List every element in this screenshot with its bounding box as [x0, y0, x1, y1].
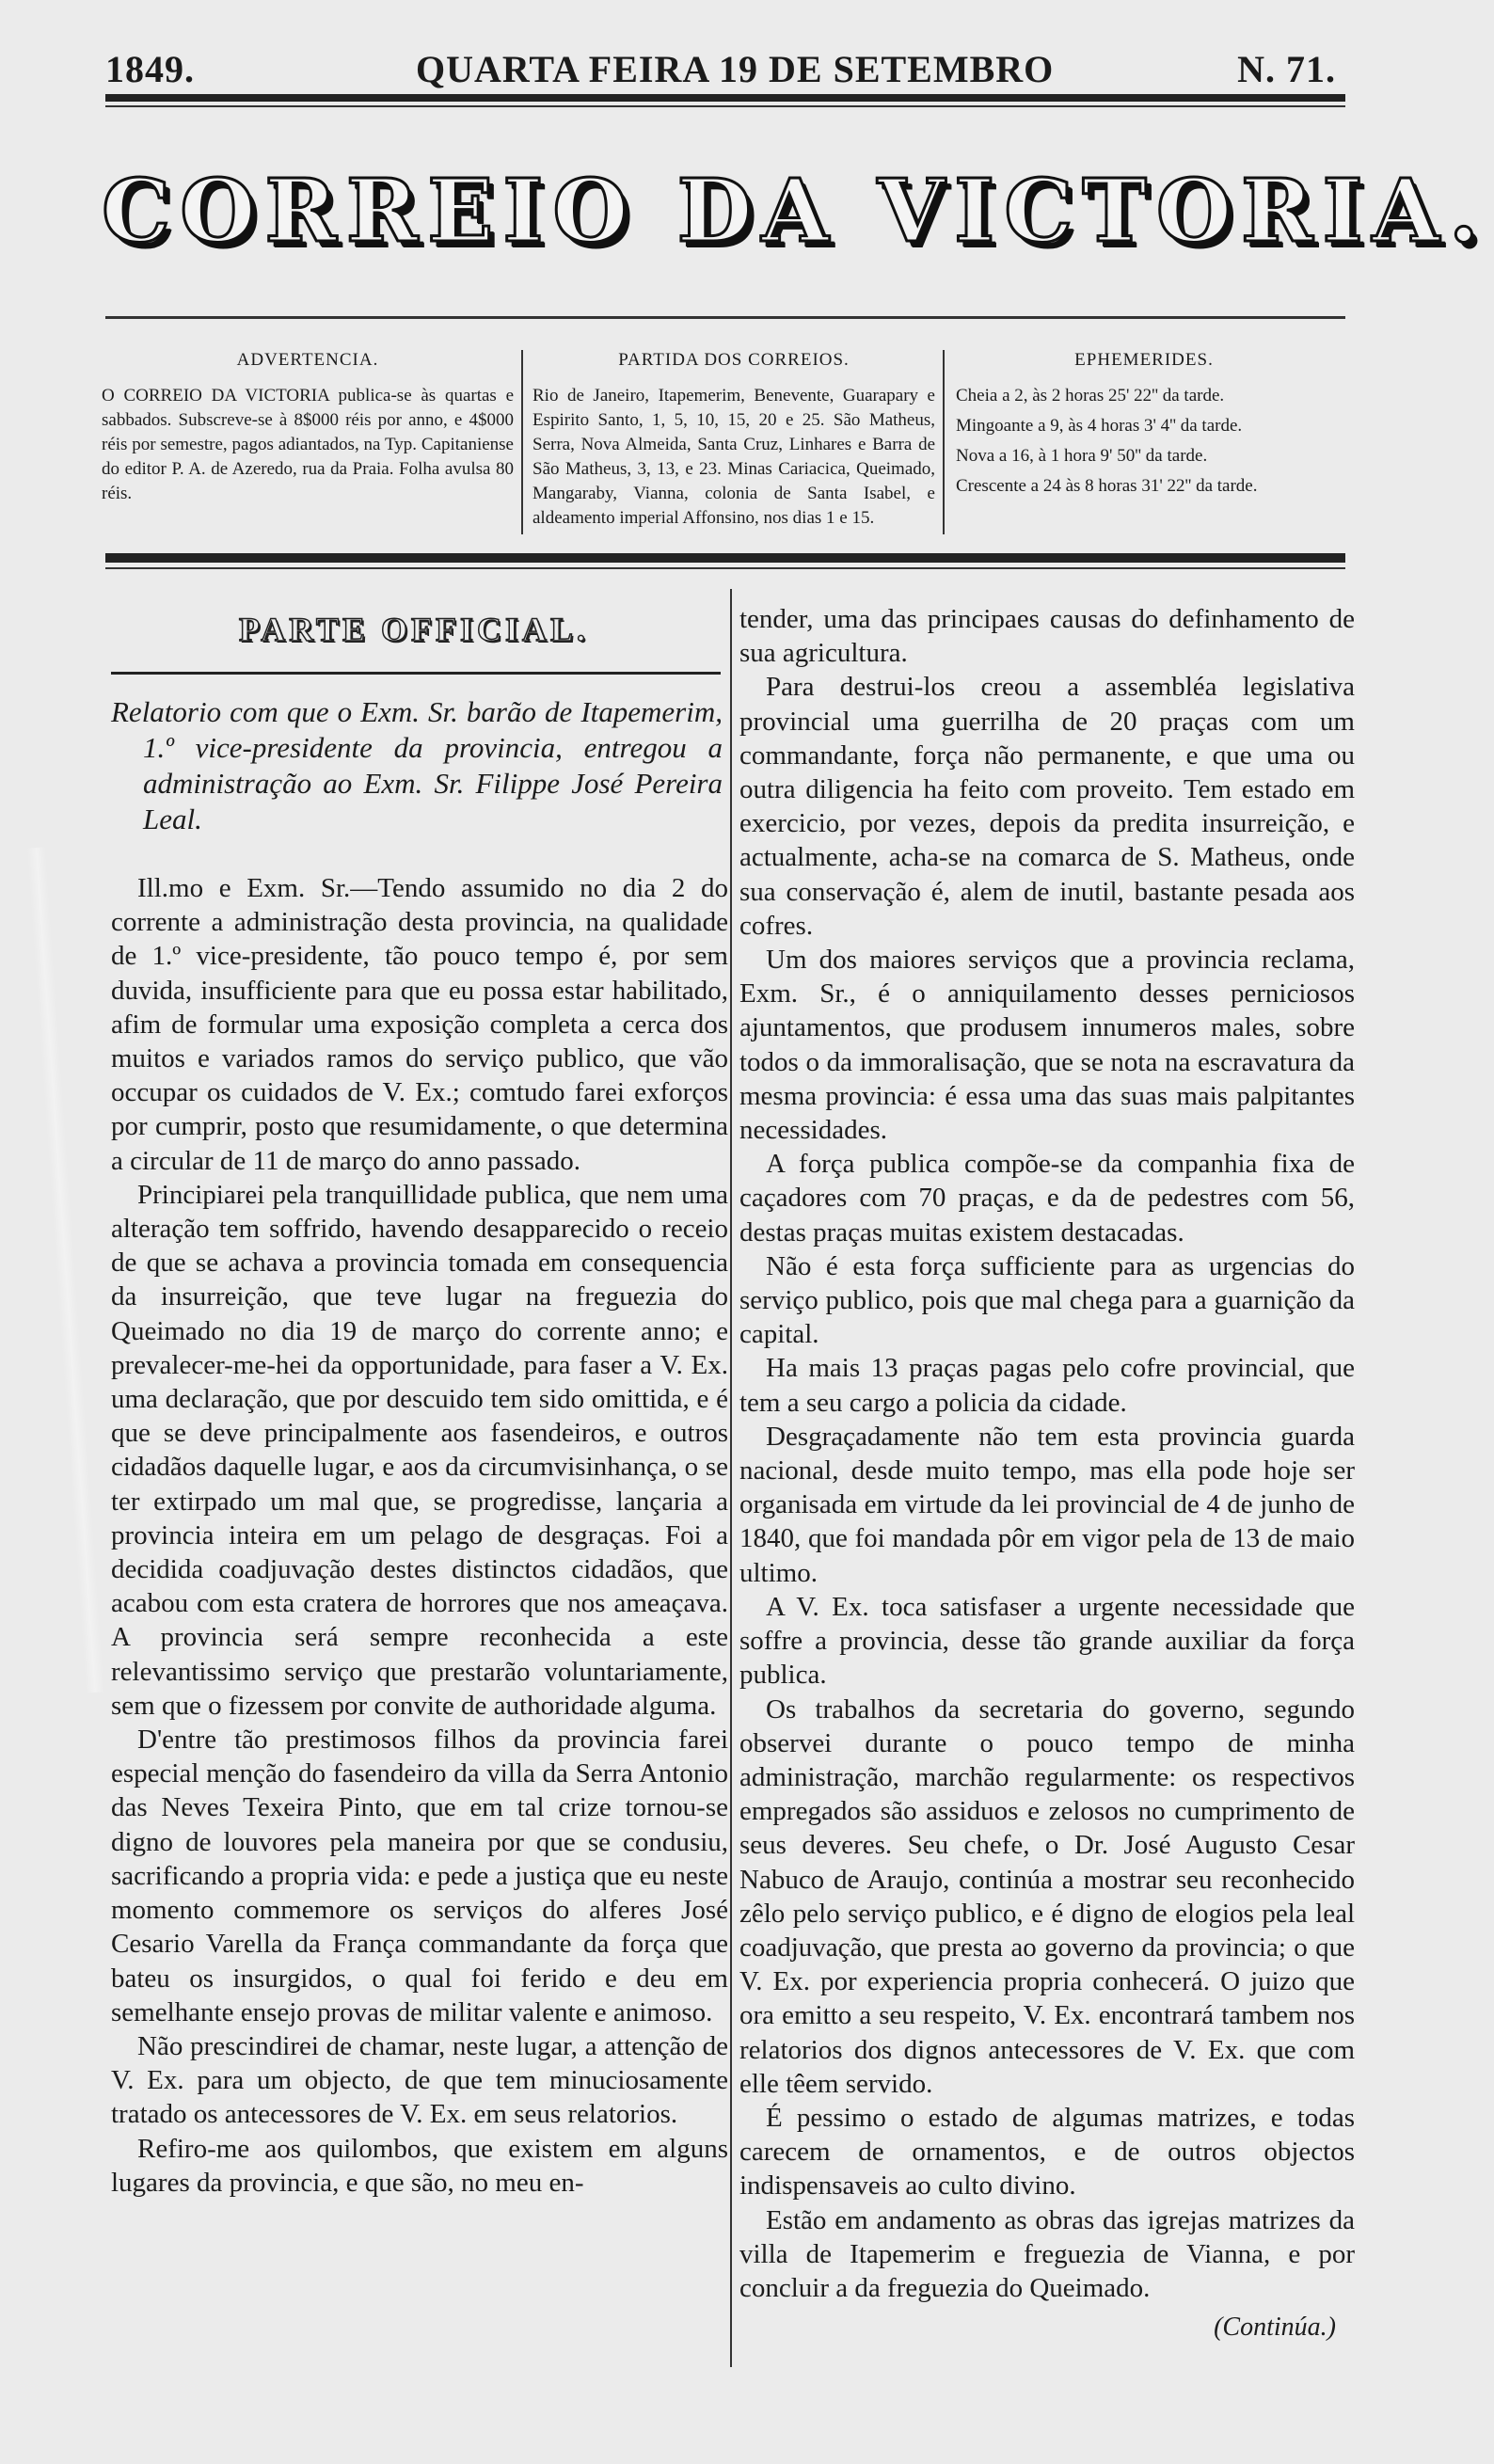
column-divider [730, 589, 732, 2367]
paragraph: Um dos maiores serviços que a provincia reclama, Exm. Sr., é o anniquilamento desses perniciosos ajuntamentos, que produsem innumeros males, sobre todos o da immoralisação, que se nota na escravatura da mesma provincia: é essa uma das suas mais palpitantes necessidades. [739, 945, 1355, 1146]
paragraph: Ill.mo e Exm. Sr.—Tendo assumido no dia 2 do corrente a administração desta provincia, na qualidade de 1.º vice-presidente, tão pouco tempo é, por sem duvida, insufficiente para que eu possa estar habilitado, afim de formular uma exposição completa a cerca dos muitos e variados ramos do serviço publico, que vão occupar os cuidados de V. Ex.; comtudo farei exforços por cumprir, posto que resumidamente, o que determina a circular de 11 de março do anno passado. [111, 873, 728, 1176]
ephemerides-title: EPHEMERIDES. [1074, 350, 1214, 370]
right-column [739, 602, 1355, 2345]
advertencia-title: ADVERTENCIA. [236, 350, 379, 370]
paragraph: D'entre tão prestimosos filhos da provincia farei especial menção do fasendeiro da villa da Serra Antonio das Neves Texeira Pinto, que em tal crize tornou-se digno de louvores pela maneira por que se condusiu, sacrificando a propria vida: e pede a justiça que eu neste momento commemore os serviços do alferes José Cesario Varella da França commandante da força que bateu os insurgidos, o qual foi ferido e deu em semelhante ensejo provas de militar valente e animoso. [111, 1725, 728, 2027]
paragraph: Não é esta força sufficiente para as urgencias do serviço publico, pois que mal chega para a guarnição da capital. [739, 1250, 1355, 1350]
paragraph: Não prescindirei de chamar, neste lugar, a attenção de V. Ex. para um objecto, de que tem minuciosamente tratado os antecessores de V. Ex. em seus relatorios. [111, 2030, 728, 2130]
section-rule [105, 553, 1345, 563]
box-divider [521, 350, 523, 534]
issue-date: QUARTA FEIRA 19 DE SETEMBRO [416, 48, 1055, 90]
left-column [111, 871, 728, 2200]
paragraph: A força publica compõe-se da companhia fixa de caçadores com 70 praças, e da de pedestres com 56, destas praças muitas existem destacadas. [739, 1149, 1355, 1248]
ephemerides-box [956, 348, 1332, 536]
ephemeride-item: Crescente a 24 às 8 horas 31' 22'' da tarde. [956, 476, 1258, 496]
paragraph: Desgraçadamente não tem esta provincia guarda nacional, desde muito tempo, mas ella pode hoje ser organisada em virtude da lei provincial de 4 de junho de 1840, que foi mandada pôr em vigor pela de 13 de maio ultimo. [739, 1421, 1355, 1588]
issue-number: N. 71. [1237, 48, 1336, 90]
paragraph: tender, uma das principaes causas do definhamento de sua agricultura. [739, 604, 1355, 669]
paragraph: Refiro-me aos quilombos, que existem em alguns lugares da provincia, e que são, no meu en- [111, 2133, 728, 2198]
masthead-rule [105, 316, 1345, 319]
ephemeride-item: Nova a 16, à 1 hora 9' 50'' da tarde. [956, 446, 1208, 466]
relatorio-heading-text: Relatorio com que o Exm. Sr. barão de Itapemerim, 1.º vice-presidente da provincia, entregou a administração ao Exm. Sr. Filippe José Pereira Leal. [111, 695, 723, 835]
header-rule-thin [105, 105, 1345, 107]
header-rule [105, 94, 1345, 102]
paragraph: Estão em andamento as obras das igrejas matrizes da villa de Itapemerim e freguezia de Vianna, e por concluir a da freguezia do Queimado. [739, 2204, 1355, 2303]
partida-text: Rio de Janeiro, Itapemerim, Benevente, Guarapary e Espirito Santo, 1, 5, 10, 15, 20 e 25. São Matheus, Serra, Nova Almeida, Santa Cruz, Linhares e Barra de São Matheus, 3, 13, e 23. Minas Cariacica, Queimado, Mangaraby, Vianna, colonia de Santa Isabel, e aldeamento imperial Affonsino, nos dias 1 e 15. [532, 386, 935, 528]
continua-note: (Continúa.) [1214, 2313, 1336, 2343]
paragraph: Ha mais 13 praças pagas pelo cofre provincial, que tem a seu cargo a policia da cidade. [739, 1353, 1355, 1418]
paragraph: Para destrui-los creou a assembléa legislativa provincial uma guerrilha de 20 praças com um commandante, força não permanente, e que uma ou outra diligencia ha feito com proveito. Tem estado em exercicio, por vezes, depois da predita insurreição, e actualmente, acha-se na comarca de S. Matheus, onde sua conservação é, alem de inutil, bastante pesada aos cofres. [739, 672, 1355, 941]
relatorio-heading [111, 694, 723, 837]
parte-rule [111, 672, 721, 675]
paragraph: É pessimo o estado de algumas matrizes, e todas carecem de ornamentos, e de outros objectos indispensaveis ao culto divino. [739, 2102, 1355, 2202]
dateline [105, 47, 1336, 98]
paragraph: Principiarei pela tranquillidade publica, que nem uma alteração tem soffrido, havendo desapparecido o receio de que se achava a provincia tomada em consequencia da insurreição, que teve lugar na freguezia do Queimado no dia 19 de março do corrente anno; e prevalecer-me-hei da opportunidade, para faser a V. Ex. uma declaração, que por descuido tem sido omittida, e é que se deve principalmente aos fasendeiros, e outros cidadãos daquelle lugar, e aos da circumvisinhança, o se ter extirpado um mal que, se progredisse, lançaria a provincia inteira em um pelago de desgraças. Foi a decidida coadjuvação destes distinctos cidadãos, que acabou com esta cratera de horrores que nos ameaçava. A provincia será sempre reconhecida a este relevantissimo serviço que prestarão voluntariamente, sem que o fizessem por convite de authoridade alguma. [111, 1179, 728, 1721]
parte-official-heading: PARTE OFFICIAL. [238, 611, 590, 648]
partida-box [532, 348, 935, 536]
ephemeride-item: Cheia a 2, às 2 horas 25' 22'' da tarde. [956, 386, 1225, 405]
section-rule-thin [105, 567, 1345, 569]
issue-year: 1849. [105, 48, 195, 90]
paragraph: A V. Ex. toca satisfaser a urgente necessidade que soffre a provincia, desse tão grande auxiliar da força publica. [739, 1591, 1355, 1691]
partida-title: PARTIDA DOS CORREIOS. [618, 350, 850, 370]
advertencia-box [102, 348, 514, 536]
masthead-title: CORREIO DA VICTORIA. [102, 160, 1488, 262]
ephemeride-item: Mingoante a 9, às 4 horas 3' 4'' da tarde. [956, 416, 1243, 436]
advertencia-text: O CORREIO DA VICTORIA publica-se às quartas e sabbados. Subscreve-se à 8$000 réis por anno, e 4$000 réis por semestre, pagos adiantados, na Typ. Capitaniense do editor P. A. de Azeredo, rua da Praia. Folha avulsa 80 réis. [102, 386, 514, 503]
paragraph: Os trabalhos da secretaria do governo, segundo observei durante o pouco tempo de minha administração, marchão regularmente: os respectivos empregados são assiduos e zelosos no cumprimento de seus deveres. Seu chefe, o Dr. José Augusto Cesar Nabuco de Araujo, continúa a mostrar seu reconhecido zêlo pelo serviço publico, e é digno de elogios pela leal coadjuvação, que presta ao governo da provincia; o que V. Ex. por experiencia propria conhecerá. O juizo que ora emitto a seu respeito, V. Ex. encontrará tambem nos relatorios dos dignos antecessores de V. Ex. que com elle têem servido. [739, 1693, 1355, 2099]
scan-artifact [27, 847, 105, 1693]
box-divider [943, 350, 945, 534]
